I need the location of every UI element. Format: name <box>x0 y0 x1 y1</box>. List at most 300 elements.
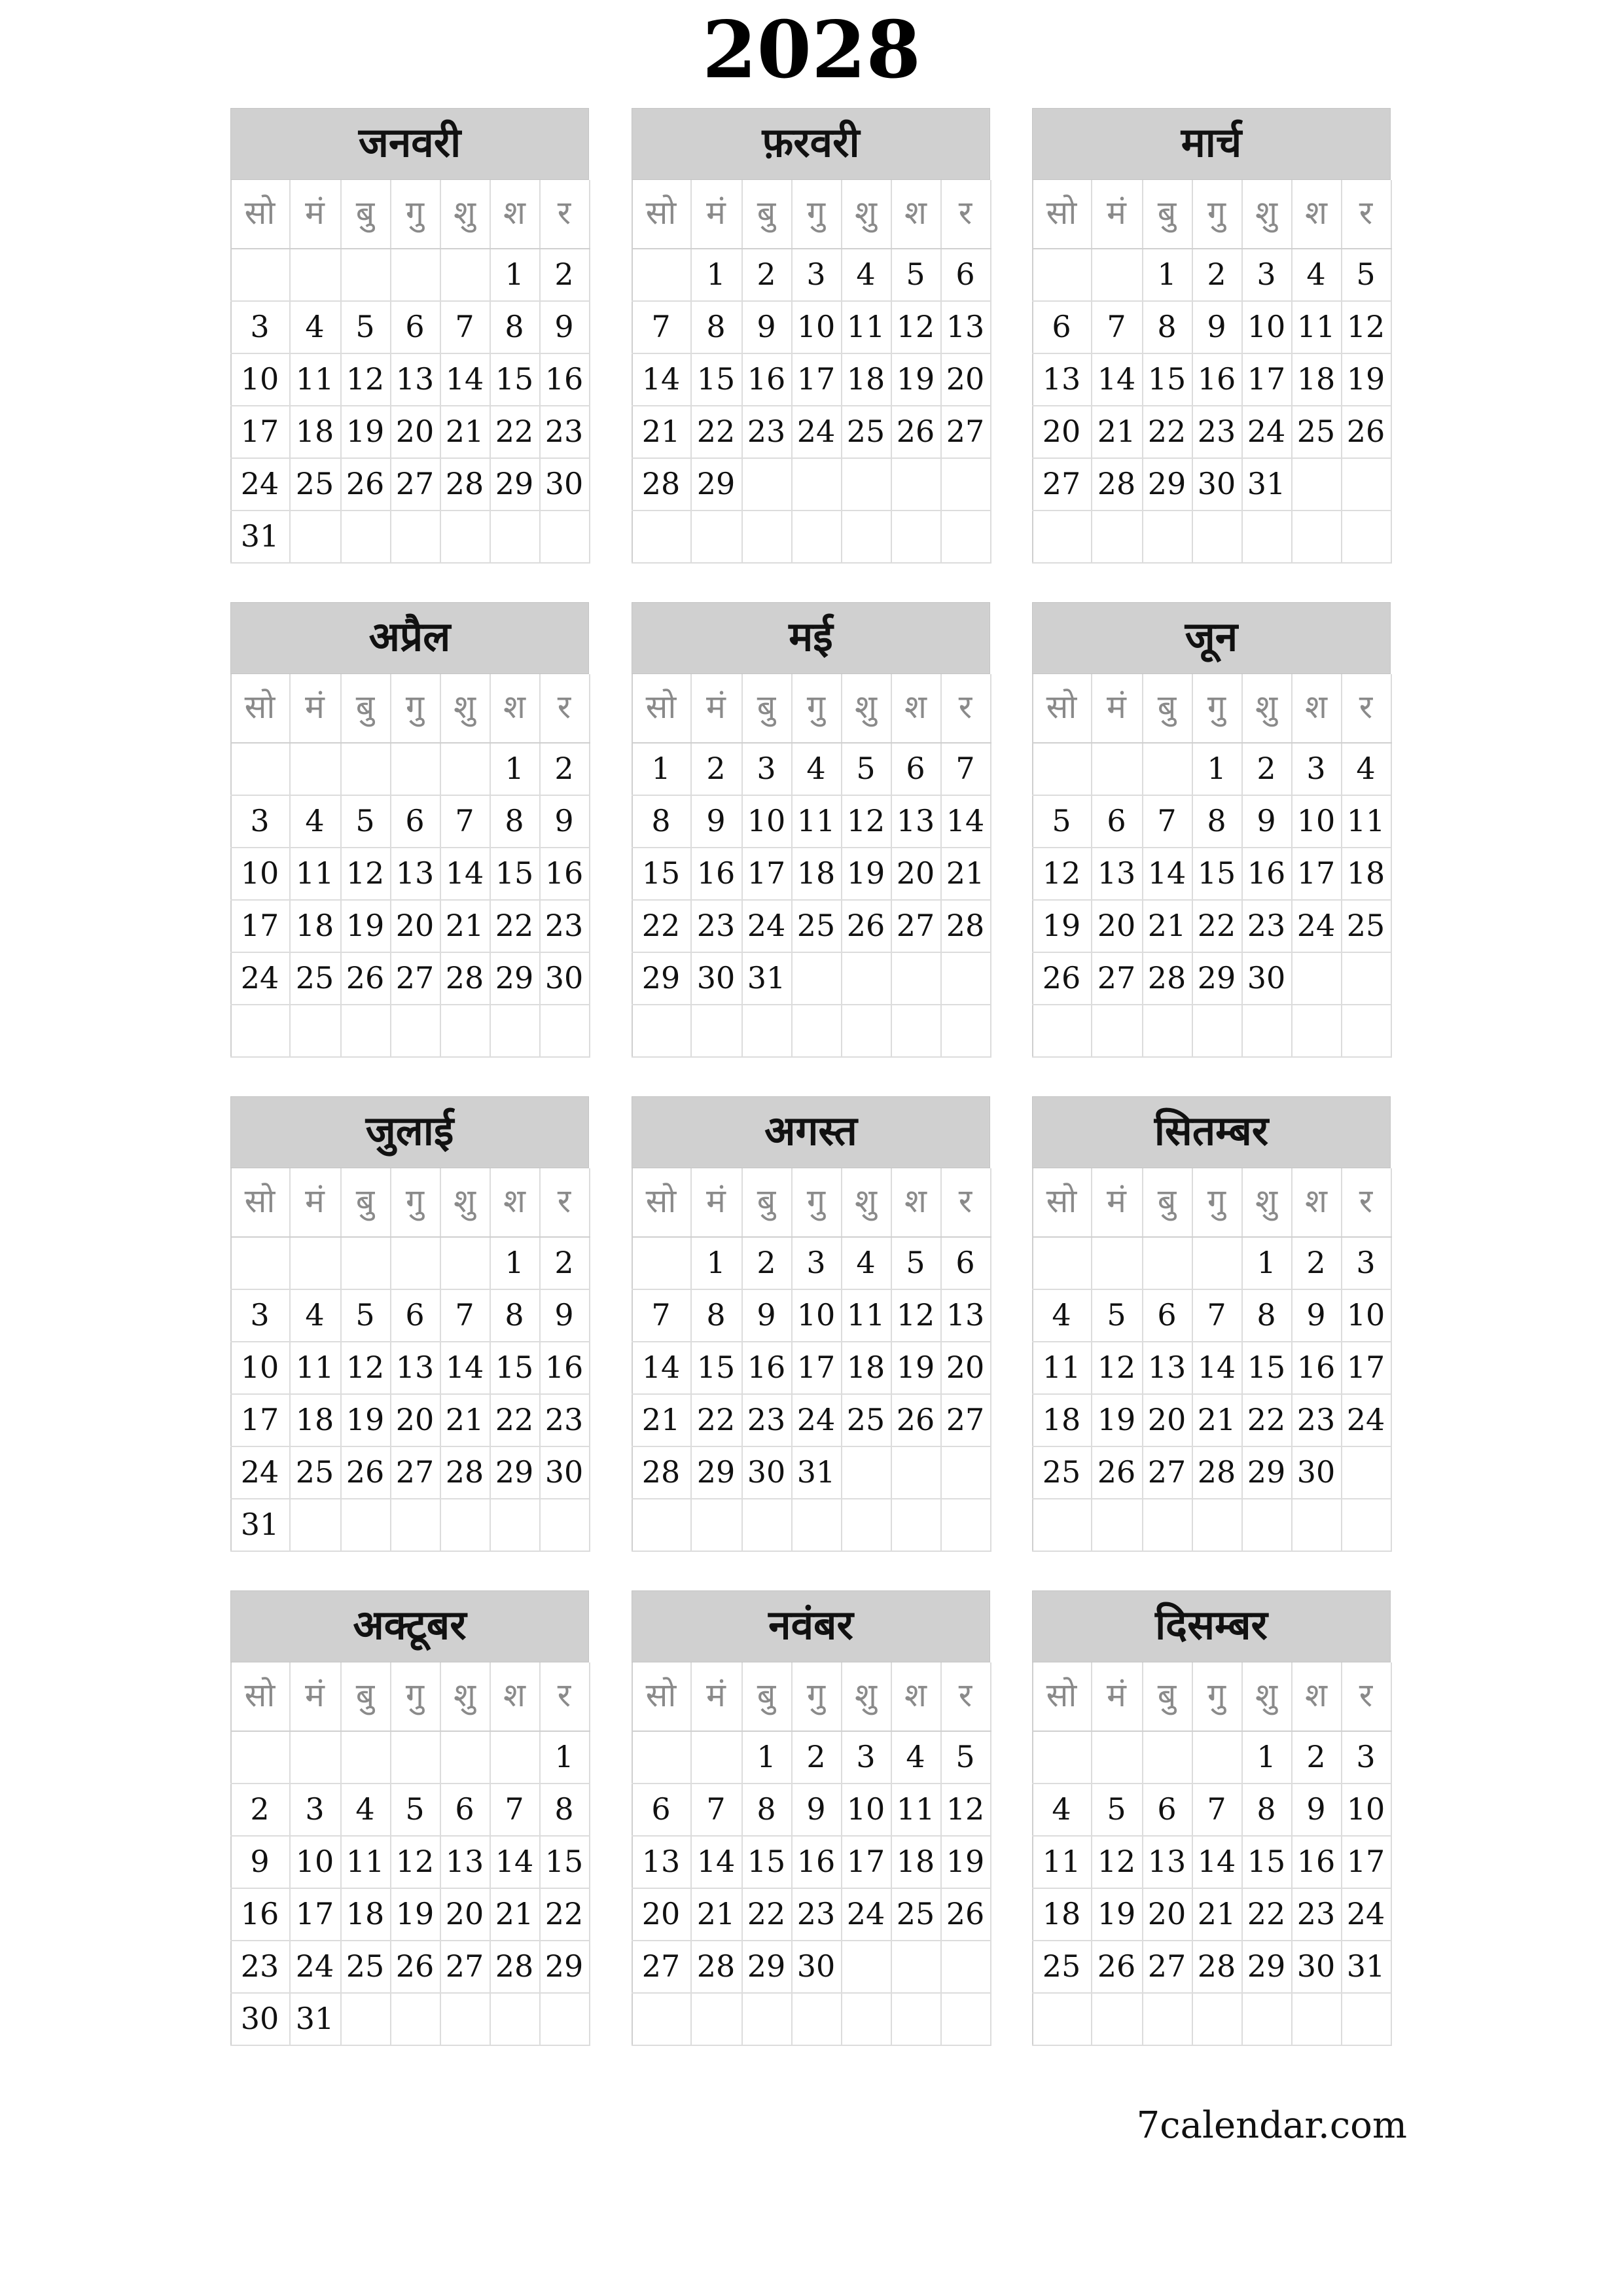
day-number: 2 <box>1306 1245 1326 1280</box>
weekday-label: सो <box>645 1676 677 1714</box>
grid-line <box>990 674 991 1056</box>
day-number: 4 <box>906 1739 925 1774</box>
day-number: 11 <box>346 1844 385 1879</box>
day-number: 6 <box>1107 803 1126 838</box>
month-name: जनवरी <box>230 108 589 180</box>
day-number: 2 <box>554 751 574 786</box>
month-block <box>632 602 991 1056</box>
day-number: 17 <box>240 908 279 943</box>
day-number: 31 <box>796 1454 836 1490</box>
day-number: 25 <box>846 1402 885 1437</box>
day-number: 24 <box>747 908 786 943</box>
weekday-label: सो <box>645 688 677 726</box>
day-number: 25 <box>1042 1454 1081 1490</box>
day-number: 15 <box>1147 361 1186 397</box>
day-number: 9 <box>554 803 574 838</box>
weekday-label: श <box>904 1676 927 1714</box>
month-block <box>1032 1096 1392 1551</box>
weekday-label: शु <box>855 1182 877 1220</box>
day-number: 11 <box>295 361 334 397</box>
day-number: 29 <box>1247 1948 1286 1984</box>
weekday-label: गु <box>405 1182 425 1220</box>
day-number: 24 <box>1296 908 1336 943</box>
day-number: 30 <box>796 1948 836 1984</box>
weekday-label: र <box>1359 688 1373 726</box>
day-number: 9 <box>757 1297 776 1333</box>
grid-line <box>632 2045 991 2046</box>
month-day-grid <box>230 1662 590 2045</box>
day-number: 10 <box>1296 803 1336 838</box>
weekday-label: बु <box>355 194 375 232</box>
weekday-label: शु <box>454 1676 476 1714</box>
day-number: 11 <box>896 1791 935 1827</box>
day-number: 28 <box>1197 1454 1236 1490</box>
day-number: 20 <box>1147 1402 1186 1437</box>
day-number: 15 <box>747 1844 786 1879</box>
grid-line <box>230 2045 590 2046</box>
day-number: 5 <box>355 1297 375 1333</box>
day-number: 5 <box>1356 257 1376 292</box>
day-number: 3 <box>250 1297 270 1333</box>
weekday-label: र <box>1359 1676 1373 1714</box>
weekday-label: श <box>503 1676 526 1714</box>
day-number: 9 <box>1306 1791 1326 1827</box>
grid-line <box>1391 180 1392 562</box>
month-day-grid <box>1032 1662 1392 2045</box>
grid-line <box>990 1662 991 2045</box>
day-number: 19 <box>1097 1402 1136 1437</box>
day-number: 25 <box>1042 1948 1081 1984</box>
day-number: 27 <box>1042 466 1081 501</box>
day-number: 31 <box>240 1507 279 1542</box>
day-number: 14 <box>445 855 484 891</box>
grid-line <box>1391 1662 1392 2045</box>
day-number: 21 <box>946 855 985 891</box>
day-number: 18 <box>846 361 885 397</box>
day-number: 11 <box>1346 803 1385 838</box>
day-number: 23 <box>544 908 584 943</box>
day-number: 21 <box>641 414 681 449</box>
weekday-label: श <box>904 194 927 232</box>
day-number: 2 <box>1306 1739 1326 1774</box>
day-number: 9 <box>806 1791 826 1827</box>
day-number: 8 <box>1207 803 1226 838</box>
day-number: 7 <box>455 309 474 344</box>
day-number: 21 <box>445 414 484 449</box>
day-number: 14 <box>445 361 484 397</box>
day-number: 9 <box>1257 803 1276 838</box>
day-number: 13 <box>395 1350 435 1385</box>
day-number: 25 <box>796 908 836 943</box>
day-number: 2 <box>706 751 726 786</box>
day-number: 29 <box>495 466 534 501</box>
grid-line <box>230 1551 590 1552</box>
weekday-label: मं <box>706 688 726 726</box>
weekday-label: शु <box>454 194 476 232</box>
day-number: 1 <box>1257 1739 1276 1774</box>
day-number: 14 <box>641 1350 681 1385</box>
grid-line <box>1032 1056 1392 1058</box>
day-number: 27 <box>1097 960 1136 996</box>
day-number: 29 <box>495 960 534 996</box>
weekday-label: बु <box>355 1182 375 1220</box>
day-number: 29 <box>1147 466 1186 501</box>
weekday-label: गु <box>806 194 826 232</box>
day-number: 30 <box>544 960 584 996</box>
day-number: 25 <box>346 1948 385 1984</box>
day-number: 15 <box>696 1350 736 1385</box>
day-number: 31 <box>295 2001 334 2036</box>
day-number: 8 <box>505 309 524 344</box>
day-number: 7 <box>955 751 975 786</box>
day-number: 8 <box>1257 1791 1276 1827</box>
weekday-label: बु <box>1157 194 1177 232</box>
day-number: 16 <box>696 855 736 891</box>
day-number: 1 <box>651 751 671 786</box>
day-number: 9 <box>554 309 574 344</box>
day-number: 1 <box>757 1739 776 1774</box>
day-number: 25 <box>295 1454 334 1490</box>
day-number: 11 <box>1296 309 1336 344</box>
day-number: 22 <box>1147 414 1186 449</box>
day-number: 18 <box>346 1896 385 1931</box>
day-number: 16 <box>240 1896 279 1931</box>
month-name: फ़रवरी <box>632 108 990 180</box>
grid-line <box>990 180 991 562</box>
day-number: 14 <box>445 1350 484 1385</box>
grid-line <box>230 1731 590 1732</box>
day-number: 26 <box>346 1454 385 1490</box>
weekday-label: मं <box>1107 194 1126 232</box>
day-number: 10 <box>796 1297 836 1333</box>
day-number: 18 <box>796 855 836 891</box>
day-number: 24 <box>1346 1402 1385 1437</box>
month-day-grid <box>1032 180 1392 562</box>
day-number: 4 <box>305 309 325 344</box>
month-day-grid <box>230 180 590 562</box>
day-number: 12 <box>846 803 885 838</box>
month-name: दिसम्बर <box>1032 1590 1391 1662</box>
month-day-grid <box>632 1168 991 1551</box>
month-day-grid <box>632 180 991 562</box>
day-number: 29 <box>1197 960 1236 996</box>
day-number: 6 <box>1157 1791 1177 1827</box>
day-number: 11 <box>846 1297 885 1333</box>
weekday-label: मं <box>305 688 325 726</box>
day-number: 5 <box>405 1791 425 1827</box>
day-number: 21 <box>445 1402 484 1437</box>
grid-line <box>589 1168 590 1551</box>
day-number: 23 <box>1247 908 1286 943</box>
month-day-grid <box>230 674 590 1056</box>
grid-line <box>1032 1992 1392 1994</box>
day-number: 13 <box>445 1844 484 1879</box>
day-number: 30 <box>1197 466 1236 501</box>
day-number: 10 <box>240 1350 279 1385</box>
day-number: 15 <box>544 1844 584 1879</box>
day-number: 19 <box>1042 908 1081 943</box>
grid-line <box>1032 1498 1392 1499</box>
day-number: 19 <box>395 1896 435 1931</box>
day-number: 6 <box>955 257 975 292</box>
day-number: 16 <box>1247 855 1286 891</box>
day-number: 9 <box>554 1297 574 1333</box>
month-name: सितम्बर <box>1032 1096 1391 1168</box>
day-number: 12 <box>346 361 385 397</box>
day-number: 23 <box>544 1402 584 1437</box>
month-name: मई <box>632 602 990 674</box>
day-number: 21 <box>1197 1402 1236 1437</box>
day-number: 23 <box>544 414 584 449</box>
day-number: 14 <box>1097 361 1136 397</box>
day-number: 25 <box>295 960 334 996</box>
weekday-label: शु <box>1255 688 1277 726</box>
weekday-label: शु <box>1255 194 1277 232</box>
day-number: 8 <box>706 309 726 344</box>
day-number: 3 <box>250 803 270 838</box>
month-name: अक्टूबर <box>230 1590 589 1662</box>
day-number: 27 <box>896 908 935 943</box>
weekday-label: मं <box>1107 688 1126 726</box>
day-number: 19 <box>346 908 385 943</box>
weekday-label: शु <box>855 1676 877 1714</box>
weekday-label: गु <box>1207 688 1226 726</box>
weekday-label: गु <box>405 688 425 726</box>
day-number: 29 <box>495 1454 534 1490</box>
grid-line <box>990 1168 991 1551</box>
month-name: अगस्त <box>632 1096 990 1168</box>
day-number: 29 <box>1247 1454 1286 1490</box>
day-number: 9 <box>250 1844 270 1879</box>
weekday-label: र <box>958 1182 972 1220</box>
day-number: 13 <box>1147 1350 1186 1385</box>
day-number: 23 <box>747 414 786 449</box>
day-number: 28 <box>1147 960 1186 996</box>
day-number: 18 <box>846 1350 885 1385</box>
weekday-label: श <box>904 688 927 726</box>
day-number: 7 <box>651 1297 671 1333</box>
month-block <box>230 1096 590 1551</box>
day-number: 18 <box>1296 361 1336 397</box>
day-number: 12 <box>896 309 935 344</box>
month-block <box>632 1590 991 2045</box>
day-number: 12 <box>1042 855 1081 891</box>
day-number: 22 <box>544 1896 584 1931</box>
month-day-grid <box>1032 674 1392 1056</box>
day-number: 9 <box>706 803 726 838</box>
grid-line <box>230 1056 590 1058</box>
weekday-label: गु <box>806 1676 826 1714</box>
day-number: 2 <box>757 1245 776 1280</box>
day-number: 4 <box>1052 1791 1071 1827</box>
day-number: 18 <box>1042 1402 1081 1437</box>
day-number: 17 <box>1296 855 1336 891</box>
month-name: जून <box>1032 602 1391 674</box>
day-number: 16 <box>747 361 786 397</box>
day-number: 22 <box>495 908 534 943</box>
grid-line <box>230 562 590 564</box>
day-number: 2 <box>554 257 574 292</box>
month-day-grid <box>230 1168 590 1551</box>
day-number: 19 <box>846 855 885 891</box>
day-number: 20 <box>1147 1896 1186 1931</box>
day-number: 24 <box>1247 414 1286 449</box>
day-number: 21 <box>1147 908 1186 943</box>
day-number: 24 <box>1346 1896 1385 1931</box>
day-number: 8 <box>757 1791 776 1827</box>
grid-line <box>1032 510 1392 511</box>
day-number: 16 <box>1296 1350 1336 1385</box>
day-number: 10 <box>747 803 786 838</box>
day-number: 30 <box>696 960 736 996</box>
day-number: 16 <box>544 361 584 397</box>
day-number: 5 <box>1107 1791 1126 1827</box>
weekday-label: श <box>904 1182 927 1220</box>
month-block <box>1032 602 1392 1056</box>
day-number: 29 <box>544 1948 584 1984</box>
grid-line <box>632 1056 991 1058</box>
weekday-label: श <box>1305 194 1327 232</box>
month-block <box>632 1096 991 1551</box>
day-number: 6 <box>405 803 425 838</box>
month-name: अप्रैल <box>230 602 589 674</box>
day-number: 13 <box>1097 855 1136 891</box>
day-number: 3 <box>1356 1739 1376 1774</box>
weekday-label: सो <box>244 1182 276 1220</box>
day-number: 23 <box>1296 1896 1336 1931</box>
day-number: 22 <box>1197 908 1236 943</box>
grid-line <box>1032 562 1392 564</box>
day-number: 6 <box>1157 1297 1177 1333</box>
month-block <box>1032 108 1392 562</box>
day-number: 8 <box>1157 309 1177 344</box>
weekday-label: मं <box>706 194 726 232</box>
day-number: 4 <box>856 1245 876 1280</box>
day-number: 1 <box>706 1245 726 1280</box>
weekday-label: शु <box>454 688 476 726</box>
day-number: 1 <box>505 751 524 786</box>
day-number: 24 <box>846 1896 885 1931</box>
day-number: 16 <box>747 1350 786 1385</box>
day-number: 27 <box>1147 1454 1186 1490</box>
weekday-label: र <box>557 688 571 726</box>
day-number: 27 <box>445 1948 484 1984</box>
day-number: 17 <box>796 1350 836 1385</box>
day-number: 15 <box>1247 1844 1286 1879</box>
weekday-label: गु <box>405 1676 425 1714</box>
day-number: 19 <box>346 1402 385 1437</box>
day-number: 25 <box>896 1896 935 1931</box>
day-number: 21 <box>1097 414 1136 449</box>
day-number: 8 <box>554 1791 574 1827</box>
month-name: नवंबर <box>632 1590 990 1662</box>
day-number: 2 <box>806 1739 826 1774</box>
day-number: 5 <box>955 1739 975 1774</box>
day-number: 28 <box>495 1948 534 1984</box>
day-number: 11 <box>1042 1844 1081 1879</box>
weekday-label: सो <box>244 688 276 726</box>
day-number: 26 <box>346 960 385 996</box>
weekday-label: मं <box>706 1182 726 1220</box>
day-number: 5 <box>355 803 375 838</box>
day-number: 11 <box>295 1350 334 1385</box>
day-number: 28 <box>445 466 484 501</box>
day-number: 28 <box>641 466 681 501</box>
day-number: 1 <box>1257 1245 1276 1280</box>
weekday-label: श <box>503 1182 526 1220</box>
day-number: 25 <box>1346 908 1385 943</box>
day-number: 12 <box>1097 1844 1136 1879</box>
day-number: 15 <box>1197 855 1236 891</box>
day-number: 2 <box>554 1245 574 1280</box>
day-number: 21 <box>1197 1896 1236 1931</box>
grid-line <box>589 180 590 562</box>
weekday-label: बु <box>757 688 776 726</box>
day-number: 20 <box>1042 414 1081 449</box>
day-number: 4 <box>856 257 876 292</box>
day-number: 26 <box>1346 414 1385 449</box>
day-number: 9 <box>757 309 776 344</box>
day-number: 26 <box>896 414 935 449</box>
day-number: 24 <box>796 1402 836 1437</box>
site-link[interactable]: 7calendar.com <box>1136 2104 1407 2147</box>
day-number: 1 <box>505 1245 524 1280</box>
weekday-label: श <box>1305 1676 1327 1714</box>
day-number: 13 <box>896 803 935 838</box>
day-number: 3 <box>757 751 776 786</box>
day-number: 5 <box>856 751 876 786</box>
day-number: 20 <box>445 1896 484 1931</box>
day-number: 19 <box>1097 1896 1136 1931</box>
day-number: 4 <box>1356 751 1376 786</box>
day-number: 1 <box>1207 751 1226 786</box>
day-number: 4 <box>355 1791 375 1827</box>
weekday-label: गु <box>806 1182 826 1220</box>
day-number: 15 <box>641 855 681 891</box>
grid-line <box>1032 1551 1392 1552</box>
day-number: 2 <box>1207 257 1226 292</box>
weekday-label: मं <box>706 1676 726 1714</box>
day-number: 8 <box>505 803 524 838</box>
day-number: 26 <box>1042 960 1081 996</box>
day-number: 28 <box>445 960 484 996</box>
day-number: 20 <box>946 361 985 397</box>
day-number: 15 <box>495 855 534 891</box>
weekday-label: र <box>1359 1182 1373 1220</box>
day-number: 3 <box>806 257 826 292</box>
grid-line <box>1391 1168 1392 1551</box>
day-number: 24 <box>240 960 279 996</box>
day-number: 5 <box>906 257 925 292</box>
weekday-label: शु <box>855 688 877 726</box>
day-number: 31 <box>747 960 786 996</box>
day-number: 1 <box>554 1739 574 1774</box>
day-number: 30 <box>1247 960 1286 996</box>
weekday-label: गु <box>405 194 425 232</box>
day-number: 4 <box>1052 1297 1071 1333</box>
grid-line <box>1032 2045 1392 2046</box>
day-number: 25 <box>295 466 334 501</box>
grid-line <box>1032 1004 1392 1005</box>
day-number: 23 <box>240 1948 279 1984</box>
year-title: 2028 <box>702 4 921 96</box>
day-number: 7 <box>1107 309 1126 344</box>
month-name: जुलाई <box>230 1096 589 1168</box>
day-number: 12 <box>1097 1350 1136 1385</box>
day-number: 29 <box>641 960 681 996</box>
day-number: 26 <box>946 1896 985 1931</box>
day-number: 27 <box>946 414 985 449</box>
